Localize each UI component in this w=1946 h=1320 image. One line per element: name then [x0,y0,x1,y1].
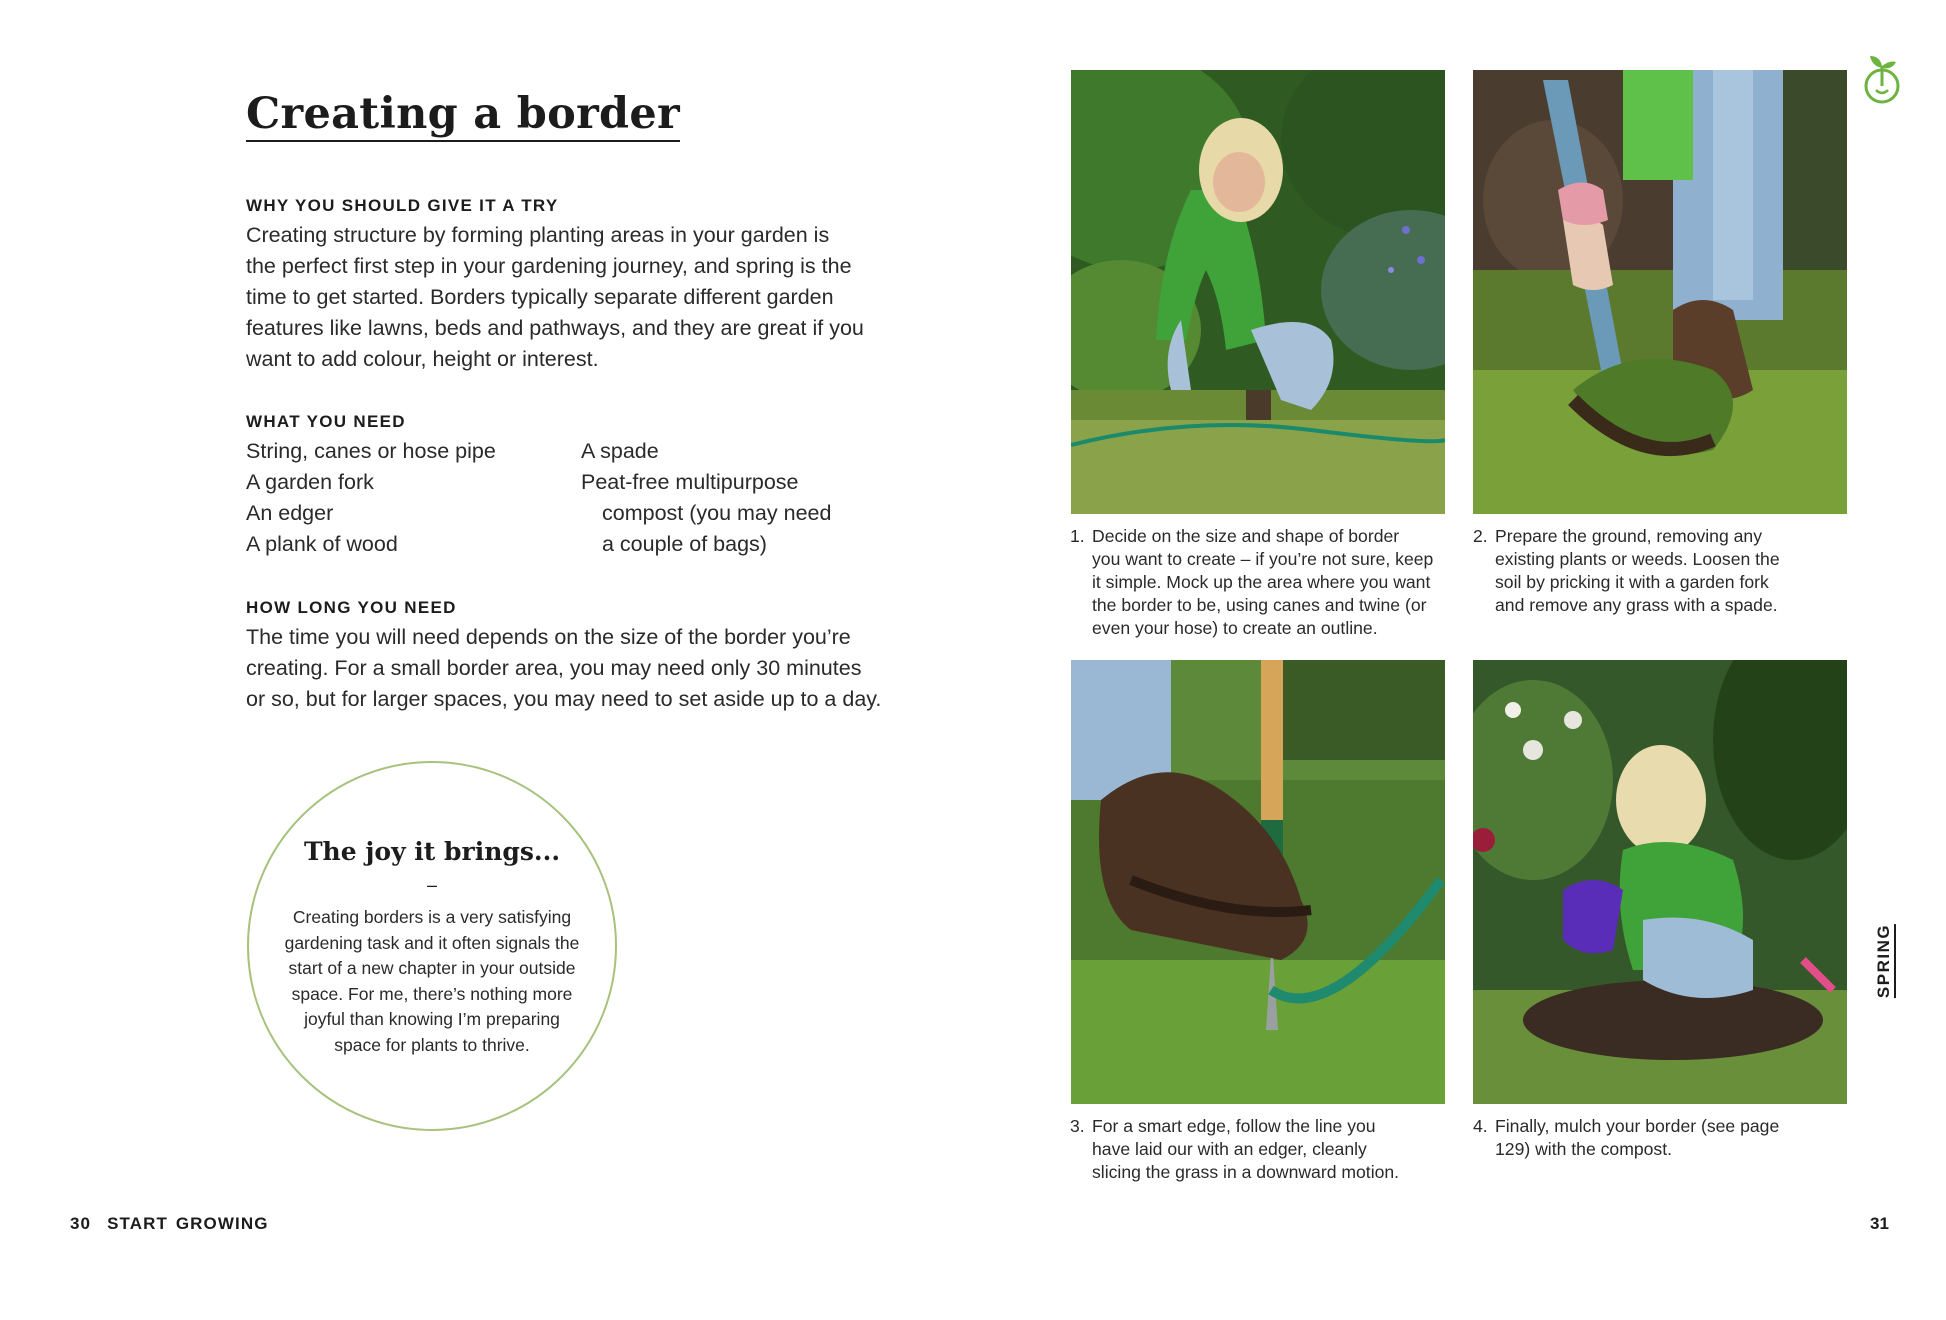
need-item: A garden fork [246,470,374,494]
caption-line: you want to create – if you’re not sure, keep [1092,549,1434,569]
step-number: 1. [1070,526,1085,546]
need-item: An edger [246,501,334,525]
caption-line: For a smart edge, follow the line you [1092,1116,1376,1136]
joy-line: start of a new chapter in your outside [288,958,576,978]
page-number-right: 31 [1870,1214,1889,1233]
step-number: 3. [1070,1116,1085,1136]
sprout-logo-icon [1862,52,1902,106]
caption-step-1 [1070,525,1450,640]
need-item: compost (you may need [602,501,832,525]
joy-divider: – [426,875,437,895]
caption-line: existing plants or weeds. Loosen the [1495,549,1780,569]
caption-line: the border to be, using canes and twine (or [1092,595,1427,615]
caption-line: soil by pricking it with a garden fork [1495,572,1769,592]
joy-text [269,905,595,1058]
photo-step-1 [1071,70,1445,514]
caption-line: it simple. Mock up the area where you want [1092,572,1431,592]
need-list-right [581,436,831,560]
why-line: the perfect first step in your gardening journey, and spring is the [246,254,852,278]
caption-line: 129) with the compost. [1495,1139,1673,1159]
how-long-paragraph [246,622,926,715]
need-item: String, canes or hose pipe [246,439,496,463]
season-label: SPRING [1874,924,1896,998]
why-line: time to get started. Borders typically separate different garden [246,285,834,309]
step-number: 2. [1473,526,1488,546]
caption-line: and remove any grass with a spade. [1495,595,1778,615]
how-long-line: The time you will need depends on the size of the border you’re [246,625,851,649]
need-item: a couple of bags) [602,532,767,556]
joy-line: gardening task and it often signals the [284,932,580,953]
joy-callout [247,761,617,1131]
why-line: Creating structure by forming planting areas in your garden is [246,223,830,247]
caption-step-2 [1473,525,1853,617]
why-line: features like lawns, beds and pathways, and they are great if you [246,316,864,340]
need-list-left [246,436,496,560]
joy-line: joyful than knowing I’m preparing [304,1009,560,1029]
page-number-left: 30 [70,1214,92,1233]
caption-line: have laid our with an edger, cleanly [1092,1139,1367,1159]
photo-step-2 [1473,70,1847,514]
caption-line: slicing the grass in a downward motion. [1092,1162,1400,1182]
photo-step-3 [1071,660,1445,1104]
page-title: Creating a border [246,88,680,142]
why-paragraph [246,220,926,375]
caption-line: Finally, mulch your border (see page [1495,1116,1780,1136]
section-label: START GROWING [107,1214,269,1233]
caption-step-3 [1070,1115,1450,1184]
caption-line: Decide on the size and shape of border [1092,526,1400,546]
caption-step-4 [1473,1115,1853,1161]
how-long-line: or so, but for larger spaces, you may need to set aside up to a day. [246,687,882,711]
why-heading: WHY YOU SHOULD GIVE IT A TRY [246,196,559,215]
caption-line: even your hose) to create an outline. [1092,618,1378,638]
how-long-heading: HOW LONG YOU NEED [246,598,457,617]
caption-line: Prepare the ground, removing any [1495,526,1762,546]
photo-step-4 [1473,660,1847,1104]
need-heading: WHAT YOU NEED [246,412,406,431]
need-item: A plank of wood [246,532,398,556]
joy-title: The joy it brings... [303,837,561,866]
season-tab [1865,906,1905,1016]
need-item: Peat-free multipurpose [581,470,799,494]
need-item: A spade [581,439,659,463]
footer-left [70,1214,269,1234]
joy-line: Creating borders is a very satisfying [292,907,572,927]
how-long-line: creating. For a small border area, you may need only 30 minutes [246,656,862,680]
joy-line: space. For me, there’s nothing more [291,983,573,1004]
step-number: 4. [1473,1116,1488,1136]
joy-line: space for plants to thrive. [334,1034,530,1055]
why-line: want to add colour, height or interest. [246,347,599,371]
